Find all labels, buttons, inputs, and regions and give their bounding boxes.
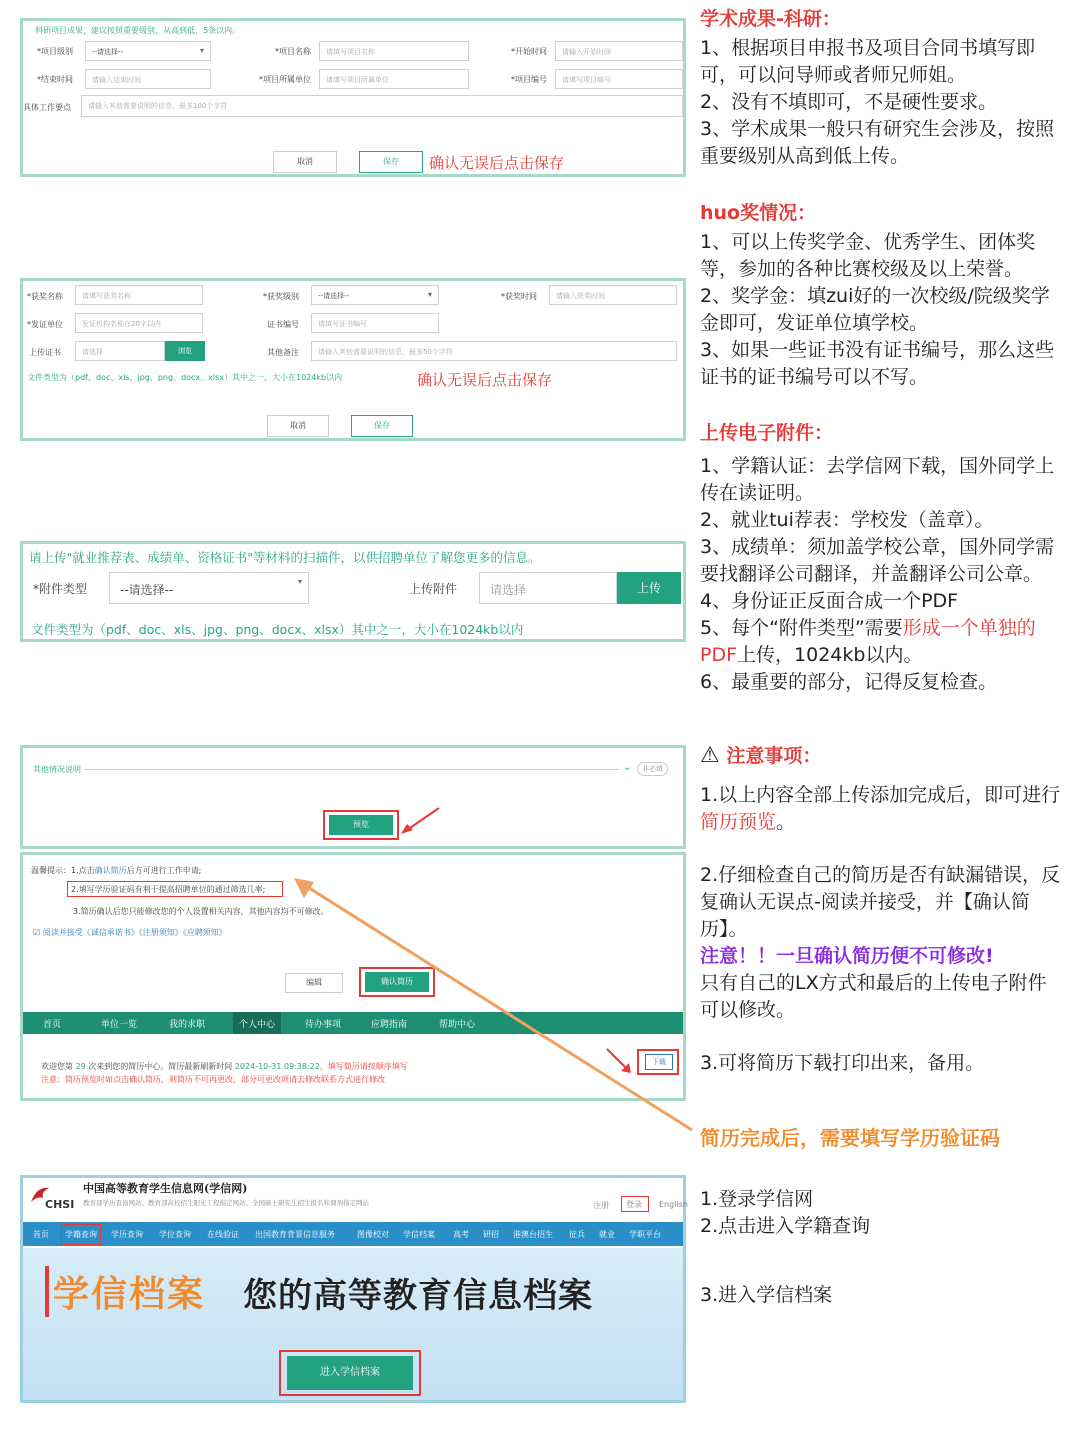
attachment-upload-panel [20,541,686,642]
remark-label: 其他备注 [267,348,299,357]
end-time-input[interactable]: 请输入结束时间 [85,69,211,89]
edu-code-heading: 简历完成后，需要填写学历验证码 [700,1126,1000,1150]
chsi-logo: CHSI [29,1184,79,1216]
chsi-nav [23,1222,683,1246]
pointer-arrow [399,802,449,838]
cancel-button[interactable]: 取消 [273,151,337,173]
academic-notes [700,6,1065,170]
other-info-section: 其他情况说明 [33,765,81,774]
start-time-input[interactable]: 请输入开始时间 [555,41,683,61]
tip-line-1: 温馨提示：1.点击确认简历后方可进行工作申请; [31,866,202,875]
nav-guide[interactable]: 应聘指南 [371,1020,408,1030]
nav-hk-macau-tw[interactable]: 港澳台招生 [513,1230,553,1239]
save-button[interactable]: 保存 [351,415,413,437]
attach-type-select[interactable]: --请选择-- ▾ [109,572,309,604]
award-time-input[interactable]: 请输入获奖时间 [549,285,677,305]
nav-units[interactable]: 单位一览 [101,1020,138,1030]
project-level-label: *项目级别 [37,47,73,56]
award-title: huo奖情况： [700,202,817,224]
attachment-hint: 请上传"就业推荐表、成绩单、资格证书"等材料的扫描件，以供招聘单位了解您更多的信息。 [29,550,541,565]
award-note-2: 2、奖学金：填zui好的一次校级/院级奖学金即可，发证单位填学校。 [700,285,1050,334]
attach-note-4: 4、身份证正反面合成一个PDF [700,590,959,612]
confirm-resume-button[interactable]: 确认简历 [365,972,429,992]
start-time-label: *开始时间 [511,47,547,56]
chsi-panel [20,1175,686,1403]
agree-checkbox[interactable]: ☑ 阅读并接受《诚信承诺书》《注册须知》《应聘须知》 [33,928,227,937]
attach-note-1: 1、学籍认证：去学信网下载，国外同学上传在读证明。 [700,455,1055,504]
academic-note-2: 2、没有不填即可，不是硬性要求。 [700,91,998,113]
chevron-down-icon[interactable]: ⌄ [623,762,632,773]
award-form-panel [20,278,686,441]
login-link[interactable]: 登录 [626,1200,642,1209]
work-points-textarea[interactable]: 请输入其他需要说明的信息，最多100个字符 [81,95,683,117]
upload-cert-label: 上传证书 [29,348,61,357]
upload-cert-input[interactable]: 请选择 [75,341,165,361]
enter-archive-button[interactable]: 进入学信档案 [287,1356,413,1390]
award-level-select[interactable]: --请选择-- ▾ [311,285,439,305]
nav-student-status[interactable]: 学籍查询 [61,1224,101,1245]
award-note-3: 3、如果一些证书没有证书编号，那么这些证书的证书编号可以不写。 [700,339,1055,388]
nav-military[interactable]: 征兵 [569,1230,585,1239]
welcome-line: 欢迎您第 29 次来到您的简历中心。简历最新刷新时间 2024-10-31 09:38:22，填写简历请按顺序填写 [41,1062,408,1071]
caution-2-tail: 只有自己的LX方式和最后的上传电子附件可以修改。 [700,972,1047,1021]
work-points-label: 具体工作要点 [23,103,71,112]
nav-home[interactable]: 首页 [43,1020,62,1030]
research-hint: 科研项目成果，建议按照重要级别，从高到低，5条以内。 [35,26,241,35]
cert-no-label: 证书编号 [267,320,299,329]
issuer-input[interactable]: 发证机构名称在20字以内 [75,313,203,333]
academic-note-1: 1、根据项目申报书及项目合同书填写即可，可以问导师或者师兄师姐。 [700,37,1036,86]
banner-brand: 学信档案 [45,1266,205,1317]
project-unit-input[interactable]: 请填写项目所属单位 [319,69,469,89]
upload-button[interactable]: 上传 [617,572,681,604]
end-time-label: *结束时间 [37,75,73,84]
warning-line: 注意：简历预览时如点击确认简历，则简历不可再更改，部分可更改项请去修改联系方式进行修改 [41,1075,385,1084]
project-level-select[interactable]: --请选择-- ▾ [85,41,211,61]
nav-academic-query[interactable]: 学位查询 [159,1230,191,1239]
nav-home[interactable]: 首页 [33,1230,49,1239]
caution-3: 3.可将简历下载打印出来，备用。 [700,1052,985,1074]
optional-badge: 非必填 [637,762,668,776]
cert-no-input[interactable]: 请填写证书编号 [311,313,439,333]
caution-1: 1.以上内容全部上传添加完成后，即可进行简历预览。 [700,784,1061,833]
site-subtitle: 教育部学历查询网站、教育部高校招生阳光工程指定网站、全国硕士研究生招生报名和调剂指定网站 [83,1199,369,1207]
chsi-steps [700,1186,1065,1309]
preview-button[interactable]: 预览 [329,815,393,835]
award-level-label: *获奖级别 [263,292,299,301]
attach-type-label: *附件类型 [33,582,88,596]
attach-note-6: 6、最重要的部分，记得反复检查。 [700,671,998,693]
award-notes [700,200,1065,391]
project-name-input[interactable]: 请填写项目名称 [319,41,469,61]
nav-career[interactable]: 学职平台 [629,1230,661,1239]
attachment-title: 上传电子附件： [700,422,834,444]
nav-archive[interactable]: 学信档案 [403,1230,435,1239]
project-code-input[interactable]: 请填写项目编号 [555,69,683,89]
academic-title: 学术成果-科研： [700,8,841,30]
nav-abroad-service[interactable]: 出国教育背景信息服务 [255,1230,335,1239]
upload-attach-input[interactable]: 请选择 [479,572,617,604]
nav-online-verify[interactable]: 在线验证 [207,1230,239,1239]
attach-note-2: 2、就业tui荐表：学校发（盖章）。 [700,509,994,531]
step-1: 1.登录学信网 [700,1188,814,1210]
upload-attach-label: 上传附件 [409,582,458,596]
warning-icon: ⚠ [700,743,720,768]
edit-button[interactable]: 编辑 [285,973,343,993]
award-name-label: *获奖名称 [27,292,63,301]
issuer-label: *发证单位 [27,320,63,329]
nav-personal-center[interactable]: 个人中心 [233,1012,281,1034]
english-link[interactable]: English [659,1200,688,1209]
nav-todo[interactable]: 待办事项 [305,1020,342,1030]
remark-input[interactable]: 请输入其他需要说明的信息，最多50个字符 [311,341,677,361]
caution-warning: 注意！！一旦确认简历便不可修改! [700,945,994,967]
award-time-label: *获奖时间 [501,292,537,301]
confirm-save-note: 确认无误后点击保存 [429,154,565,172]
preview-panel [20,745,686,849]
download-button[interactable]: 下载 [645,1054,673,1070]
nav-degree-query[interactable]: 学历查询 [111,1230,143,1239]
nav-gaokao[interactable]: 高考 [453,1230,469,1239]
step-3: 3.进入学信档案 [700,1284,833,1306]
file-type-hint: 文件类型为（pdf、doc、xls、jpg、png、docx、xlsx）其中之一，大小在1024kb以内 [31,622,524,637]
project-code-label: *项目编号 [511,75,547,84]
caution-title: ⚠ 注意事项： [700,743,822,768]
award-note-1: 1、可以上传奖学金、优秀学生、团体奖等，参加的各种比赛校级及以上荣誉。 [700,231,1036,280]
project-name-label: *项目名称 [275,47,311,56]
banner-slogan: 您的高等教育信息档案 [243,1276,593,1316]
browse-button[interactable]: 浏览 [165,341,205,361]
section-divider [85,769,619,770]
nav-yanzhao[interactable]: 研招 [483,1230,499,1239]
save-button[interactable]: 保存 [359,151,423,173]
nav-help[interactable]: 帮助中心 [439,1020,476,1030]
nav-my-jobs[interactable]: 我的求职 [169,1020,206,1030]
banner [23,1248,683,1400]
tip-line-3: 3.简历确认后您只能修改您的个人设置相关内容，其他内容均不可修改。 [73,907,329,916]
nav-employment[interactable]: 就业 [599,1230,615,1239]
attach-note-3: 3、成绩单：须加盖学校公章，国外同学需要找翻译公司翻译，并盖翻译公司公章。 [700,536,1055,585]
academic-note-3: 3、学术成果一般只有研究生会涉及，按照重要级别从高到低上传。 [700,118,1055,167]
register-link[interactable]: 注册 [593,1201,609,1210]
award-name-input[interactable]: 请填写获奖名称 [75,285,203,305]
project-unit-label: *项目所属单位 [259,75,311,84]
attach-note-5: 5、每个“附件类型”需要形成一个单独的PDF上传，1024kb以内。 [700,617,1036,666]
caution-notes [700,742,1065,1077]
attachment-notes [700,420,1065,696]
orange-pointer-arrow [280,870,700,1140]
confirm-save-note: 确认无误后点击保存 [417,371,553,389]
tip-line-2: 2.填写学历验证码有利于提高招聘单位的通过筛选几率; [71,885,266,894]
research-form-panel [20,18,686,177]
nav-image-check[interactable]: 图像校对 [357,1230,389,1239]
caution-2: 2.仔细检查自己的简历是否有缺漏错误，反复确认无误点-阅读并接受，并【确认简历】。 [700,864,1061,940]
file-type-hint: 文件类型为（pdf、doc、xls、jpg、png、docx、xlsx）其中之一，大小在1024kb以内 [27,373,343,382]
cancel-button[interactable]: 取消 [267,415,329,437]
site-title: 中国高等教育学生信息网(学信网) [83,1182,248,1195]
step-2: 2.点击进入学籍查询 [700,1215,871,1237]
